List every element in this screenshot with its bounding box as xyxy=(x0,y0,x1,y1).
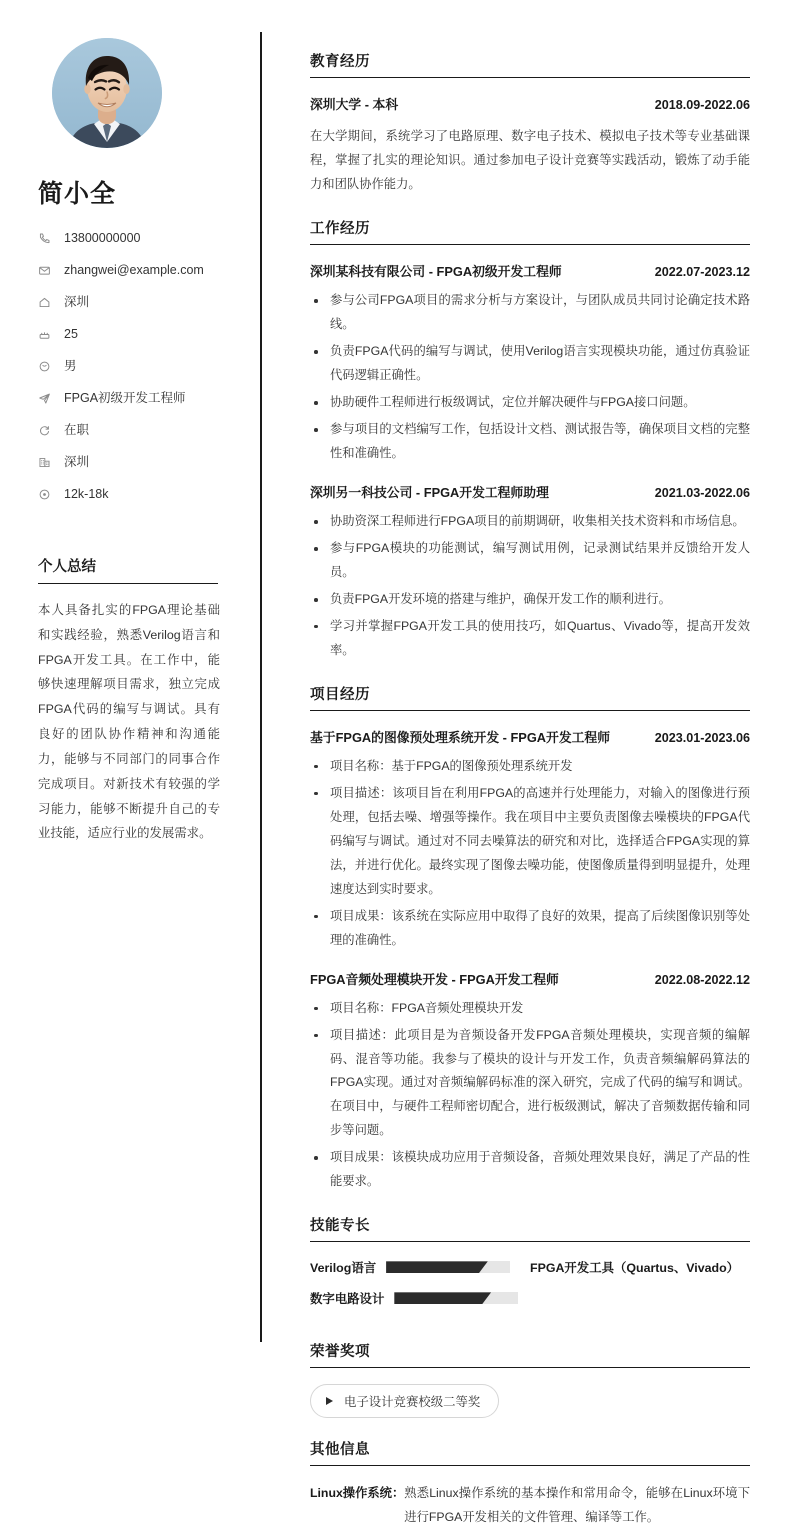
contact-row-phone xyxy=(38,226,238,251)
entry-header xyxy=(310,969,750,988)
contact-value: 男 xyxy=(64,359,77,374)
bullet-list xyxy=(310,510,750,663)
contact-row-status xyxy=(38,418,238,443)
project-entry xyxy=(310,727,750,953)
honors-section xyxy=(310,1340,750,1418)
skill-label: FPGA开发工具（Quartus、Vivado） xyxy=(530,1261,740,1276)
contact-value: FPGA初级开发工程师 xyxy=(64,391,186,406)
contact-row-location xyxy=(38,290,238,315)
education-entry xyxy=(310,94,750,197)
entry-title: FPGA音频处理模块开发 - FPGA开发工程师 xyxy=(310,971,559,987)
entry-date: 2021.03-2022.06 xyxy=(654,486,750,501)
skill-label: Verilog语言 xyxy=(310,1261,377,1276)
work-entry xyxy=(310,482,750,663)
list-item: 学习并掌握FPGA开发工具的使用技巧，如Quartus、Vivado等，提高开发效率。 xyxy=(310,615,750,663)
entry-date: 2022.08-2022.12 xyxy=(654,972,750,987)
sidebar xyxy=(0,0,262,1342)
list-item: 负责FPGA代码的编写与调试，使用Verilog语言实现模块功能，通过仿真验证代码逻辑正确性。 xyxy=(310,340,750,388)
avatar-photo xyxy=(52,38,162,148)
contact-value: 13800000000 xyxy=(64,231,141,246)
entry-title: 基于FPGA的图像预处理系统开发 - FPGA开发工程师 xyxy=(310,729,611,745)
bullet-list xyxy=(310,755,750,953)
refresh-icon xyxy=(38,423,57,439)
envelope-icon xyxy=(38,263,57,279)
list-item: 负责FPGA开发环境的搭建与维护，确保开发工作的顺利进行。 xyxy=(310,588,750,612)
bullet-list xyxy=(310,997,750,1195)
contact-value: 深圳 xyxy=(64,455,90,470)
entry-header xyxy=(310,261,750,280)
list-item: 项目描述：该项目旨在利用FPGA的高速并行处理能力，对输入的图像进行预处理，包括去噪、增强等操作。我在项目中主要负责图像去噪模块的FPGA代码编写与调试。通过对不同去噪算法的研究和对比，选择适合FPGA实现的算法，并进行优化。最终实现了图像去噪功能，使图像质量得到明显提升，处理速度达到实时要求。 xyxy=(310,782,750,902)
list-item: 项目成果：该系统在实际应用中取得了良好的效果，提高了后续图像识别等处理的准确性。 xyxy=(310,905,750,953)
target-icon xyxy=(38,487,57,503)
contact-row-email xyxy=(38,258,238,283)
work-title: 工作经历 xyxy=(310,217,750,245)
skill-progress-bar xyxy=(386,1261,510,1273)
entry-header xyxy=(310,94,750,113)
personal-summary-title: 个人总结 xyxy=(38,555,218,584)
contact-value: 在职 xyxy=(64,423,90,438)
skill-progress-fill xyxy=(386,1261,488,1273)
honor-label: 电子设计竞赛校级二等奖 xyxy=(344,1395,481,1410)
list-item: 项目描述：此项目是为音频设备开发FPGA音频处理模块，实现音频的编解码、混音等功能。我参与了模块的设计与开发工作，负责音频编解码算法的FPGA实现。通过对音频编解码标准的深入研究，完成了代码的编写和调试。在项目中，与硬件工程师密切配合，进行板级测试，解决了音频数据传输和同步等问题。 xyxy=(310,1024,750,1144)
page-title: 简小全 xyxy=(38,180,117,208)
skill-item xyxy=(310,1289,530,1307)
status-badge xyxy=(310,1384,499,1418)
work-section xyxy=(310,217,750,663)
entry-description: 在大学期间，系统学习了电路原理、数字电子技术、模拟电子技术等专业基础课程，掌握了扎实的理论知识。通过参加电子设计竞赛等实践活动，锻炼了动手能力和团队协作能力。 xyxy=(310,129,750,192)
honor-list xyxy=(310,1384,750,1418)
skills-section xyxy=(310,1214,750,1320)
education-title: 教育经历 xyxy=(310,50,750,78)
project-entry xyxy=(310,969,750,1195)
list-item: 参与项目的文档编写工作，包括设计文档、测试报告等，确保项目文档的完整性和准确性。 xyxy=(310,418,750,466)
work-entry xyxy=(310,261,750,466)
entry-title: 深圳某科技有限公司 - FPGA初级开发工程师 xyxy=(310,264,562,280)
other-info-section xyxy=(310,1438,750,1530)
education-section xyxy=(310,50,750,197)
contact-row-salary xyxy=(38,482,238,507)
phone-icon xyxy=(38,231,57,247)
projects-title: 项目经历 xyxy=(310,683,750,711)
entry-date: 2022.07-2023.12 xyxy=(654,265,750,280)
skill-progress-bar xyxy=(394,1292,518,1304)
home-icon xyxy=(38,295,57,311)
main-content xyxy=(262,0,794,1525)
entry-title: 深圳另一科技公司 - FPGA开发工程师助理 xyxy=(310,485,549,501)
skill-label: 数字电路设计 xyxy=(310,1292,385,1307)
entry-title: 深圳大学 - 本科 xyxy=(310,97,399,113)
paper-plane-icon xyxy=(38,391,57,407)
other-info-label: Linux操作系统： xyxy=(310,1486,405,1501)
personal-summary-text: 本人具备扎实的FPGA理论基础和实践经验，熟悉Verilog语言和FPGA开发工具。在工作中，能够快速理解项目需求，独立完成FPGA代码的编写与调试。具有良好的团队协作精神和沟通能力，能够与不同部门的同事合作完成项目。对新技术有较强的学习能力，能够不断提升自己的专业技能，适应行业的发展需求。 xyxy=(38,603,220,841)
list-item: 项目名称：基于FPGA的图像预处理系统开发 xyxy=(310,755,750,779)
other-info-value: 熟悉Linux操作系统的基本操作和常用命令，能够在Linux环境下进行FPGA开发相关的文件管理、编译等工作。 xyxy=(404,1486,750,1525)
contact-info-list xyxy=(38,226,238,507)
gender-icon xyxy=(38,359,57,375)
list-item: 协助资深工程师进行FPGA项目的前期调研，收集相关技术资料和市场信息。 xyxy=(310,510,750,534)
contact-row-age xyxy=(38,322,238,347)
list-item: 参与FPGA模块的功能测试，编写测试用例，记录测试结果并反馈给开发人员。 xyxy=(310,537,750,585)
cake-icon xyxy=(38,327,57,343)
caret-right-icon xyxy=(326,1397,333,1405)
contact-row-gender xyxy=(38,354,238,379)
contact-value: 12k-18k xyxy=(64,487,109,502)
honors-title: 荣誉奖项 xyxy=(310,1340,750,1368)
entry-date: 2023.01-2023.06 xyxy=(654,730,750,745)
skill-item xyxy=(310,1258,530,1276)
personal-summary-section xyxy=(38,555,238,846)
skill-progress-fill xyxy=(394,1292,491,1304)
skills-grid xyxy=(310,1258,750,1320)
entry-header xyxy=(310,482,750,501)
entry-header xyxy=(310,727,750,746)
contact-value: 25 xyxy=(64,327,78,342)
bullet-list xyxy=(310,289,750,466)
building-icon xyxy=(38,455,57,471)
contact-value: 深圳 xyxy=(64,295,90,310)
other-info-title: 其他信息 xyxy=(310,1438,750,1466)
list-item: 协助硬件工程师进行板级调试，定位并解决硬件与FPGA接口问题。 xyxy=(310,391,750,415)
other-info-row xyxy=(310,1482,750,1530)
entry-date: 2018.09-2022.06 xyxy=(654,98,750,113)
skill-item xyxy=(530,1258,750,1276)
projects-section xyxy=(310,683,750,1195)
skills-title: 技能专长 xyxy=(310,1214,750,1242)
list-item: 参与公司FPGA项目的需求分析与方案设计，与团队成员共同讨论确定技术路线。 xyxy=(310,289,750,337)
list-item: 项目成果：该模块成功应用于音频设备，音频处理效果良好，满足了产品的性能要求。 xyxy=(310,1146,750,1194)
contact-row-position xyxy=(38,386,238,411)
contact-row-city xyxy=(38,450,238,475)
list-item: 项目名称：FPGA音频处理模块开发 xyxy=(310,997,750,1021)
contact-value: zhangwei@example.com xyxy=(64,263,204,278)
sidebar-divider xyxy=(260,32,262,1342)
avatar xyxy=(52,38,162,148)
